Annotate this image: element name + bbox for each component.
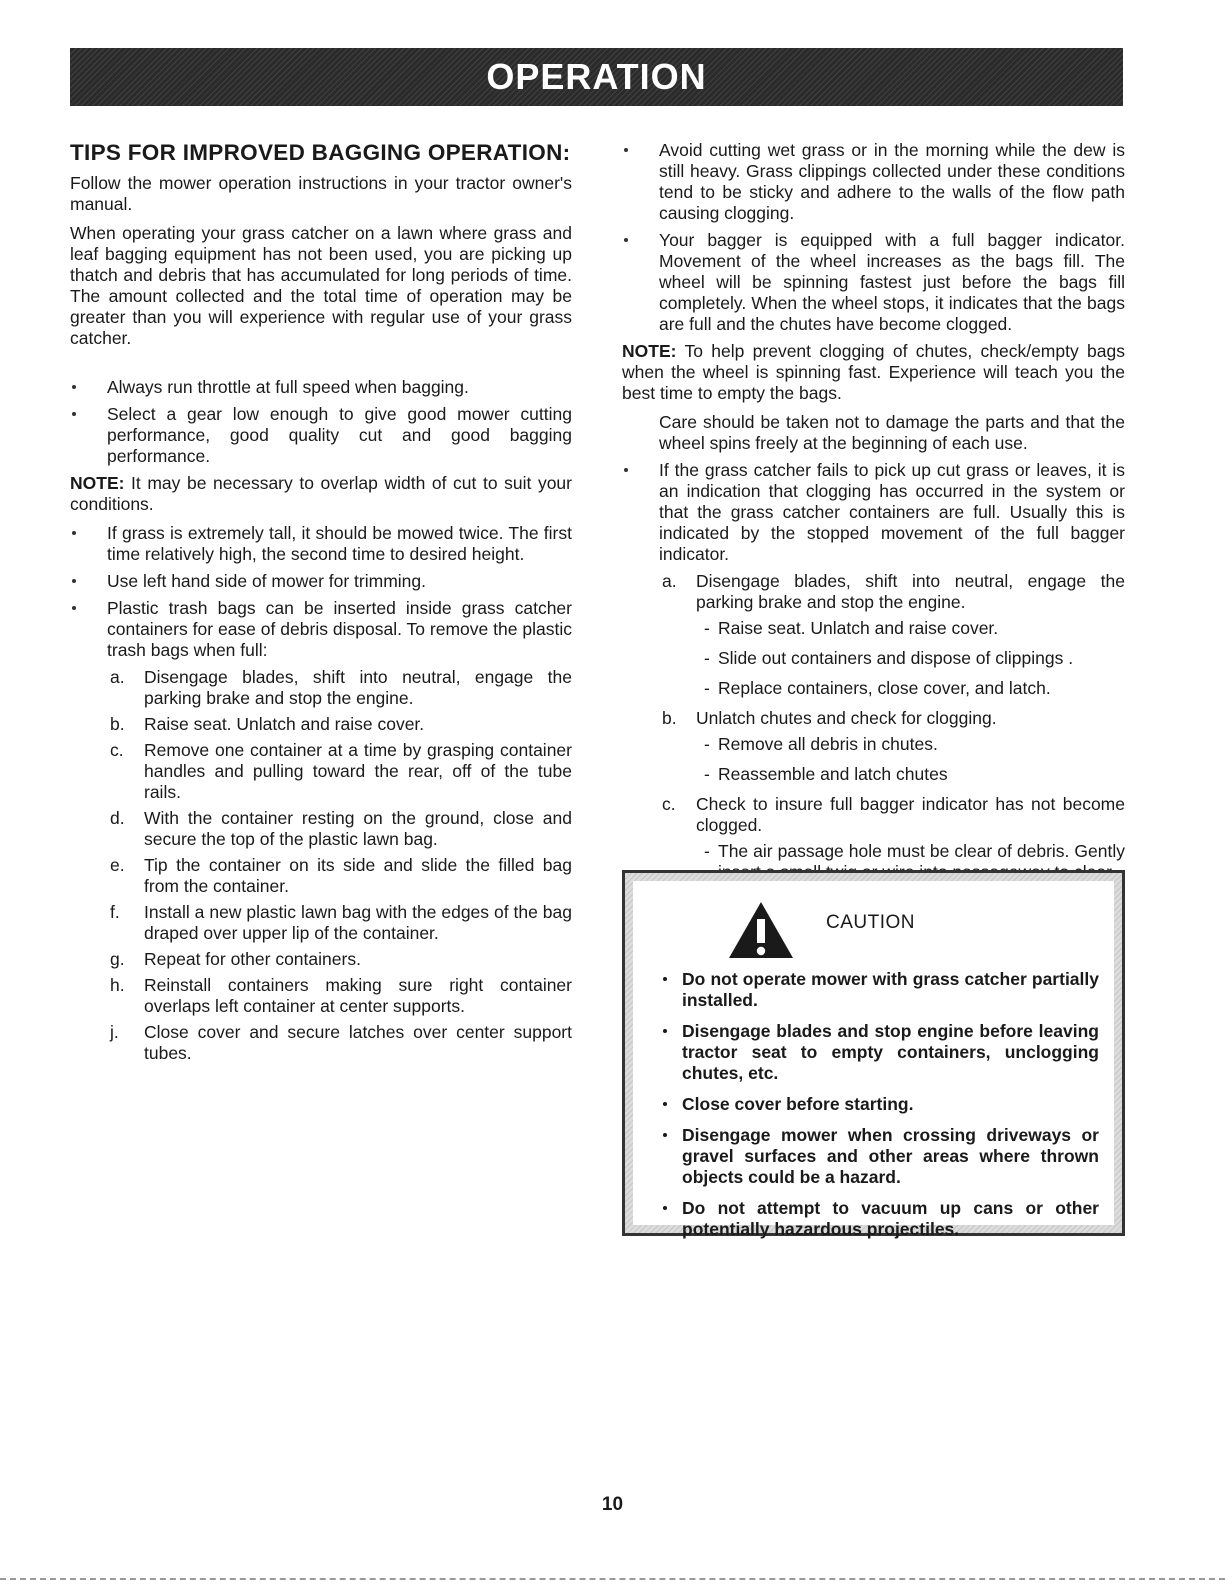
step-item: f. Install a new plastic lawn bag with the edges of the bag draped over upper lip of the container. bbox=[110, 902, 572, 943]
list-item: Plastic trash bags can be inserted inside grass catcher containers for ease of debris disposal. To remove the plastic trash bags when full: bbox=[70, 598, 572, 661]
bullet-icon bbox=[72, 385, 76, 389]
caution-item: Disengage mower when crossing driveways or gravel surfaces and other areas where thrown objects could be a hazard. bbox=[657, 1125, 1099, 1188]
bullet-icon bbox=[663, 1133, 667, 1137]
note-text: To help prevent clogging of chutes, check/empty bags when the wheel is spinning fast. Experience will teach you the best time to empty the bags. bbox=[622, 341, 1125, 403]
caution-item: Close cover before starting. bbox=[657, 1094, 1099, 1115]
section-title: OPERATION bbox=[486, 56, 707, 97]
bullet-icon bbox=[663, 1029, 667, 1033]
right-column bbox=[622, 140, 1125, 892]
bullet-icon bbox=[663, 1102, 667, 1106]
intro-paragraph: Follow the mower operation instructions in your tractor owner's manual. bbox=[70, 173, 572, 214]
caution-header bbox=[728, 901, 1028, 961]
page-number: 10 bbox=[601, 1494, 624, 1515]
step-item: b. Raise seat. Unlatch and raise cover. bbox=[110, 714, 425, 734]
tips-heading: TIPS FOR IMPROVED BAGGING OPERATION: bbox=[70, 140, 571, 165]
note-text: It may be necessary to overlap width of cut to suit your conditions. bbox=[70, 473, 572, 514]
step-item: h. Reinstall containers making sure right container overlaps left container at center supports. bbox=[110, 975, 572, 1016]
substep-item: - Raise seat. Unlatch and raise cover. bbox=[704, 618, 999, 638]
caution-item: Disengage blades and stop engine before leaving tractor seat to empty containers, unclogging chutes, etc. bbox=[657, 1021, 1099, 1084]
bullet-icon bbox=[624, 238, 628, 242]
step-item: j. Close cover and secure latches over center support tubes. bbox=[110, 1022, 572, 1063]
step-item: e. Tip the container on its side and slide the filled bag from the container. bbox=[110, 855, 572, 896]
list-item: If grass is extremely tall, it should be mowed twice. The first time relatively high, the second time to desired height. bbox=[70, 523, 572, 565]
bullet-icon bbox=[624, 148, 628, 152]
caution-item: Do not attempt to vacuum up cans or other potentially hazardous projectiles. bbox=[657, 1198, 1099, 1240]
step-item: d. With the container resting on the ground, close and secure the top of the plastic lawn bag. bbox=[110, 808, 572, 849]
substep-item: - The air passage hole must be clear of debris. Gently bbox=[704, 841, 1125, 861]
substep-item: - Reassemble and latch chutes bbox=[704, 764, 948, 784]
bullet-icon bbox=[72, 412, 76, 416]
bullet-icon bbox=[663, 1206, 667, 1210]
step-item: c. Check to insure full bagger indicator has not become clogged. bbox=[662, 794, 1125, 835]
note-paragraph bbox=[70, 473, 572, 515]
list-item: Use left hand side of mower for trimming. bbox=[70, 571, 572, 592]
list-item: Your bagger is equipped with a full bagger indicator. Movement of the wheel increases as the bags fill. The wheel will be spinning fastest just before the bags fill completely. When the wheel stops, it indicates that the bags are full and the chutes have become clogged. bbox=[622, 230, 1125, 335]
note-label: NOTE: bbox=[70, 473, 125, 493]
caution-box bbox=[622, 870, 1125, 1239]
substep-item: - Replace containers, close cover, and latch. bbox=[704, 678, 1051, 698]
step-item: a. Disengage blades, shift into neutral, engage the parking brake and stop the engine. bbox=[110, 667, 572, 708]
care-paragraph: Care should be taken not to damage the parts and that the wheel spins freely at the beginning of each use. bbox=[659, 412, 1125, 453]
note-label: NOTE: bbox=[622, 341, 677, 361]
step-item: g. Repeat for other containers. bbox=[110, 949, 361, 969]
substep-item: - Remove all debris in chutes. bbox=[704, 734, 938, 754]
step-item: b. Unlatch chutes and check for clogging. bbox=[662, 708, 997, 728]
caution-item: Do not operate mower with grass catcher partially installed. bbox=[657, 969, 1099, 1011]
bottom-divider bbox=[0, 1578, 1225, 1580]
section-header-bar bbox=[70, 48, 1123, 106]
substep-item: - Slide out containers and dispose of clippings . bbox=[704, 648, 1074, 668]
caution-list bbox=[657, 969, 1099, 1250]
step-item: a. Disengage blades, shift into neutral, engage the parking brake and stop the engine. bbox=[662, 571, 1125, 612]
bullet-icon bbox=[72, 606, 76, 610]
bullet-icon bbox=[72, 531, 76, 535]
list-item: Select a gear low enough to give good mower cutting performance, good quality cut and good bagging performance. bbox=[70, 404, 572, 467]
caution-label: CAUTION bbox=[826, 912, 915, 933]
list-item: Avoid cutting wet grass or in the morning while the dew is still heavy. Grass clippings collected under these conditions tend to be sticky and adhere to the walls of the flow path causing clogging. bbox=[622, 140, 1125, 224]
bullet-icon bbox=[72, 579, 76, 583]
bullet-icon bbox=[624, 468, 628, 472]
lawn-paragraph: When operating your grass catcher on a lawn where grass and leaf bagging equipment has not been used, you are picking up thatch and debris that has accumulated for long periods of time. The amount collected and the total time of operation may be greater than you will experience with regular use of your grass catcher. bbox=[70, 223, 572, 348]
note-paragraph bbox=[622, 341, 1125, 404]
bullet-icon bbox=[663, 977, 667, 981]
list-item: If the grass catcher fails to pick up cut grass or leaves, it is an indication that clogging has occurred in the system or that the grass catcher containers are full. Usually this is indicated by the stopped movement of the full bagger indicator. bbox=[622, 460, 1125, 565]
left-column bbox=[70, 140, 572, 1069]
warning-triangle-icon bbox=[728, 901, 794, 959]
step-item: c. Remove one container at a time by grasping container handles and pulling toward the rear, off of the tube rails. bbox=[110, 740, 572, 802]
list-item: Always run throttle at full speed when bagging. bbox=[70, 377, 572, 398]
